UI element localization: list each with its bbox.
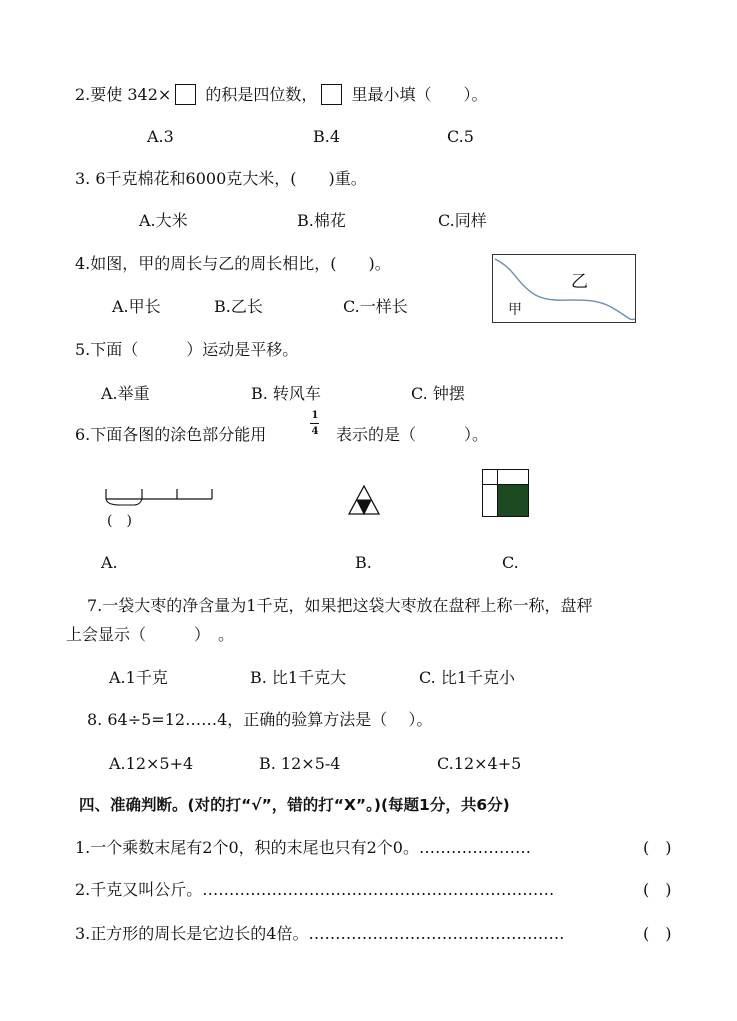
- judge-item-2: 2.千克又叫公斤。…………………………………………………………: [75, 880, 555, 899]
- section-heading: 四、准确判断。(对的打“√”，错的打“X”。)(每题1分，共6分): [79, 796, 510, 814]
- q8-stem: 8. 64÷5=12……4，正确的验算方法是（ ）。: [87, 710, 433, 729]
- q6-option-c[interactable]: C.: [502, 553, 519, 572]
- q2-stem: 2.要使 342× 的积是四位数， 里最小填（ ）。: [75, 85, 488, 104]
- q8-option-b[interactable]: B. 12×5-4: [259, 754, 341, 773]
- segment-paren: ( ): [107, 513, 132, 529]
- q2-option-a[interactable]: A.3: [147, 127, 174, 146]
- fraction-numerator: 1: [311, 410, 319, 421]
- q5-stem: 5.下面（ ）运动是平移。: [75, 340, 299, 359]
- judge-item-1: 1.一个乘数末尾有2个0，积的末尾也只有2个0。…………………: [75, 838, 531, 857]
- fraction-bar: [310, 423, 319, 424]
- fraction-denominator: 4: [311, 426, 319, 437]
- q2-option-c[interactable]: C.5: [447, 127, 474, 146]
- segment-figure: [100, 481, 220, 511]
- triangle-figure: [348, 484, 382, 516]
- q5-option-c[interactable]: C. 钟摆: [411, 384, 465, 403]
- q7-option-c[interactable]: C. 比1千克小: [419, 668, 516, 687]
- q7-option-b[interactable]: B. 比1千克大: [250, 668, 347, 687]
- q7-stem-line2: 上会显示（ ） 。: [66, 625, 235, 644]
- q4-stem: 4.如图，甲的周长与乙的周长相比，( )。: [75, 254, 391, 273]
- judge-answer-2[interactable]: ( ): [643, 880, 672, 899]
- q4-figure: [492, 254, 636, 323]
- judge-answer-1[interactable]: ( ): [643, 838, 672, 857]
- q6-option-a[interactable]: A.: [101, 553, 118, 572]
- q5-option-a[interactable]: A.举重: [101, 384, 150, 403]
- q3-option-c[interactable]: C.同样: [438, 211, 487, 230]
- q6-stem-post: 表示的是（ ）。: [336, 425, 489, 444]
- q2-option-b[interactable]: B.4: [313, 127, 341, 146]
- q8-option-c[interactable]: C.12×4+5: [437, 754, 522, 773]
- q8-option-a[interactable]: A.12×5+4: [109, 754, 194, 773]
- q6-stem-pre: 6.下面各图的涂色部分能用: [75, 425, 267, 444]
- q5-option-b[interactable]: B. 转风车: [251, 384, 321, 403]
- judge-item-3: 3.正方形的周长是它边长的4倍。…………………………………………: [75, 924, 565, 943]
- judge-answer-3[interactable]: ( ): [643, 924, 672, 943]
- q4-option-a[interactable]: A.甲长: [112, 297, 161, 316]
- label-yi: 乙: [571, 272, 588, 292]
- label-jia: 甲: [508, 302, 522, 318]
- blank-box[interactable]: [175, 84, 196, 105]
- q6-option-b[interactable]: B.: [355, 553, 372, 572]
- q4-option-c[interactable]: C.一样长: [343, 297, 408, 316]
- square-figure: [482, 469, 529, 517]
- shaded-region: [498, 485, 528, 516]
- q4-option-b[interactable]: B.乙长: [214, 297, 263, 316]
- q3-stem: 3. 6千克棉花和6000克大米，( )重。: [75, 169, 367, 188]
- blank-box-2[interactable]: [321, 84, 342, 105]
- q3-option-a[interactable]: A.大米: [139, 211, 188, 230]
- q3-option-b[interactable]: B.棉花: [297, 211, 346, 230]
- q7-option-a[interactable]: A.1千克: [109, 668, 168, 687]
- q7-stem-line1: 7.一袋大枣的净含量为1千克，如果把这袋大枣放在盘秤上称一称，盘秤: [87, 596, 593, 615]
